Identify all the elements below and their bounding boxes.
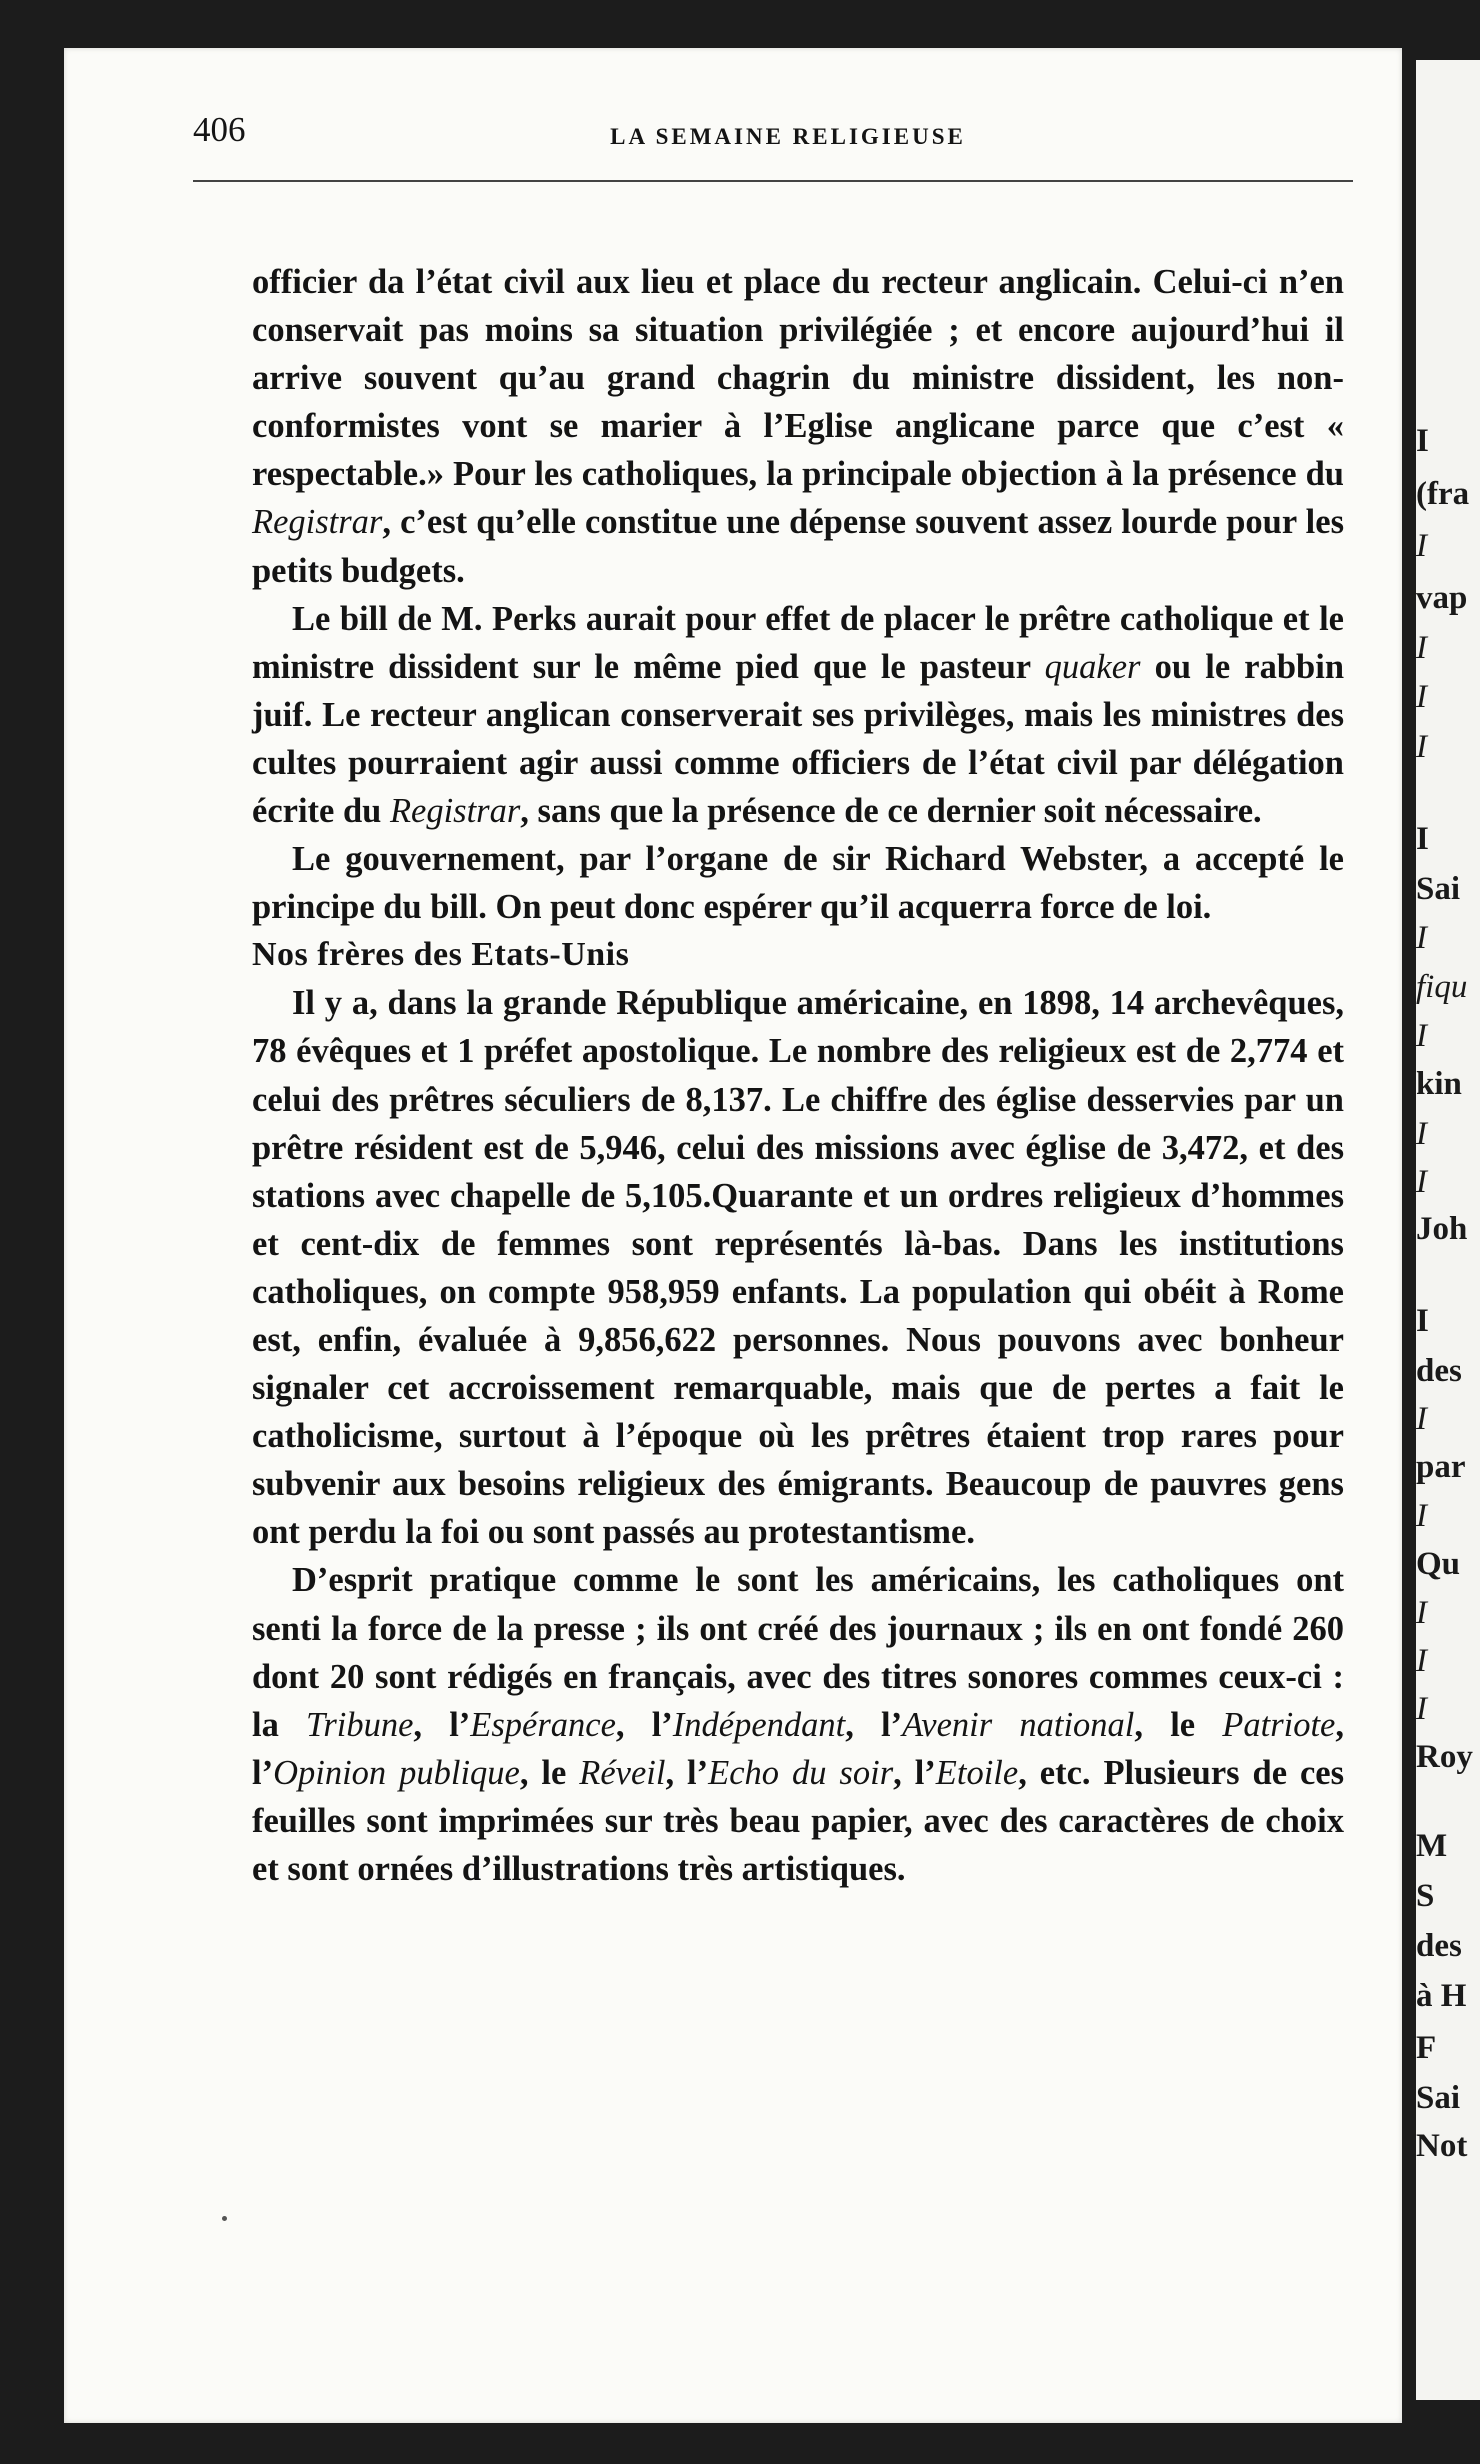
adjacent-page-fragment: kin xyxy=(1416,1066,1462,1102)
adjacent-page-fragment: I xyxy=(1416,1595,1427,1631)
adjacent-page-fragment: des xyxy=(1416,1928,1462,1964)
adjacent-page-fragment: I xyxy=(1416,528,1427,564)
adjacent-page-fragment: I xyxy=(1416,1498,1427,1534)
paragraph-p2 xyxy=(252,595,1344,835)
adjacent-page-fragment: I xyxy=(1416,630,1427,666)
adjacent-page-fragment: F xyxy=(1416,2030,1437,2066)
text-run: , etc. Plusieurs de ces feuilles sont imprimées sur très beau papier, avec des caractères de choix et sont ornées d’illustrations très artistiques. xyxy=(252,1753,1345,1888)
text-run: Le bill de M. Perks aurait pour effet de placer le prêtre catholique et le ministre dissident sur le même pied que le pasteur xyxy=(252,599,1344,686)
adjacent-page-fragment: vap xyxy=(1416,580,1468,616)
adjacent-page-fragment: par xyxy=(1416,1449,1466,1485)
text-run: , l’ xyxy=(252,1705,1344,1792)
section-subhead xyxy=(252,931,1344,979)
adjacent-page-fragment: à H xyxy=(1416,1978,1467,2014)
text-run: , l’ xyxy=(615,1705,673,1744)
adjacent-page-fragment: I xyxy=(1416,729,1427,765)
adjacent-page-fragment: I xyxy=(1416,821,1429,857)
italic-title: Registrar xyxy=(389,792,521,831)
paragraph-p1 xyxy=(252,258,1344,595)
adjacent-page-fragment: I xyxy=(1416,920,1427,956)
text-run: Le gouvernement, par l’organe de sir Richard Webster, a accepté le principe du bill. On peut donc espérer qu’il acquerra force de loi. xyxy=(252,840,1344,927)
text-run: , l’ xyxy=(665,1753,709,1792)
text-run: , le xyxy=(519,1753,580,1792)
italic-title: Tribune xyxy=(306,1705,414,1744)
text-run: Il y a, dans la grande République américaine, en 1898, 14 archevêques, 78 évêques et 1 préfet apostolique. Le nombre des religieux est de 2,774 et celui des prêtres séculiers de 8,137. Le chiffre des église desservies par un prêtre résident est de 5,946, celui des missions avec église de 3,472, et des stations avec chapelle de 5,105.Quarante et un ordres religieux d’hommes et cent-dix de femmes sont représentés là-bas. Dans les institutions catholiques, on compte 958,959 enfants. La population qui obéit à Rome est, enfin, évaluée à 9,856,622 personnes. Nous pouvons avec bonheur signaler cet accroissement remarquable, mais que de pertes a fait le catholicisme, surtout à l’époque où les prêtres étaient trop rares pour subvenir aux besoins religieux des émigrants. Beaucoup de pauvres gens ont perdu la foi ou sont passés au protestantisme. xyxy=(252,984,1344,1552)
paragraph-p5 xyxy=(252,1556,1344,1893)
adjacent-page-fragment: Joh xyxy=(1416,1211,1468,1247)
italic-title: Registrar xyxy=(252,503,383,542)
page-header xyxy=(193,110,1313,158)
adjacent-page-fragment: I xyxy=(1416,1401,1427,1437)
text-run: , l’ xyxy=(413,1705,471,1744)
running-head: LA SEMAINE RELIGIEUSE xyxy=(610,124,966,149)
text-run: officier da l’état civil aux lieu et place du recteur anglicain. Celui-ci n’en conservait pas moins sa situation privilégiée ; et encore aujourd’hui il arrive souvent qu’au grand chagrin du ministre dissident, les non-conformistes vont se marier à l’Eglise anglicane parce que c’est « respectable.» Pour les catholiques, la principale objection à la présence du xyxy=(252,263,1344,494)
text-run: , l’ xyxy=(893,1753,936,1792)
adjacent-page-fragment: I xyxy=(1416,1303,1429,1339)
adjacent-page-fragment: I xyxy=(1416,679,1427,715)
adjacent-page-fragment: I xyxy=(1416,1691,1427,1727)
adjacent-page-strip xyxy=(1416,60,1480,2400)
adjacent-page-fragment: fiqu xyxy=(1416,969,1468,1005)
text-run: D’esprit pratique comme le sont les américains, les catholiques ont senti la force de la presse ; ils ont créé des journaux ; ils en ont fondé 260 dont 20 sont rédigés en français, avec des titres sonores commes ceux-ci : la xyxy=(252,1561,1344,1744)
italic-title: Réveil xyxy=(579,1753,666,1792)
italic-title: Espérance xyxy=(470,1705,616,1744)
adjacent-page-fragment: I xyxy=(1416,1643,1427,1679)
paragraph-p3 xyxy=(252,835,1344,931)
header-rule xyxy=(193,180,1353,182)
adjacent-page-fragment: I xyxy=(1416,423,1429,459)
adjacent-page-fragment: S xyxy=(1416,1878,1435,1914)
page-number: 406 xyxy=(193,110,246,149)
italic-title: Echo du soir xyxy=(708,1753,894,1792)
text-run: , l’ xyxy=(845,1705,903,1744)
adjacent-page-fragment: Sai xyxy=(1416,2080,1461,2116)
adjacent-page-fragment: Roy xyxy=(1416,1739,1473,1775)
italic-title: quaker xyxy=(1044,647,1141,686)
paragraph-p4 xyxy=(252,979,1344,1556)
text-run: , sans que la présence de ce dernier soit nécessaire. xyxy=(520,792,1262,831)
adjacent-page-fragment: I xyxy=(1416,1018,1427,1054)
adjacent-page-fragment: I xyxy=(1416,1116,1427,1152)
text-run: ou le rabbin juif. Le recteur anglican conserverait ses privilèges, mais les ministres des cultes pourraient agir aussi comme officiers de l’état civil par délégation écrite du xyxy=(252,647,1345,831)
adjacent-page-fragment: Sai xyxy=(1416,871,1461,907)
adjacent-page-fragment: M xyxy=(1416,1828,1448,1864)
adjacent-page-fragment: (fra xyxy=(1416,476,1470,512)
italic-title: Avenir national xyxy=(902,1705,1135,1744)
adjacent-page-fragment: I xyxy=(1416,1164,1427,1200)
italic-title: Patriote xyxy=(1222,1705,1336,1744)
text-run: , c’est qu’elle constitue une dépense souvent assez lourde pour les petits budgets. xyxy=(252,503,1344,590)
italic-title: Indépendant xyxy=(672,1705,846,1744)
text-run: , le xyxy=(1134,1705,1223,1744)
text-run: Nos frères des Etats-Unis xyxy=(252,936,630,974)
adjacent-page-fragment: des xyxy=(1416,1353,1462,1389)
italic-title: Etoile xyxy=(935,1753,1019,1792)
italic-title: Opinion publique xyxy=(273,1753,520,1792)
adjacent-page-fragment: Not xyxy=(1416,2128,1468,2164)
page-speck xyxy=(222,2216,227,2221)
adjacent-page-fragment: Qu xyxy=(1416,1546,1461,1582)
article-body xyxy=(252,258,1344,1893)
